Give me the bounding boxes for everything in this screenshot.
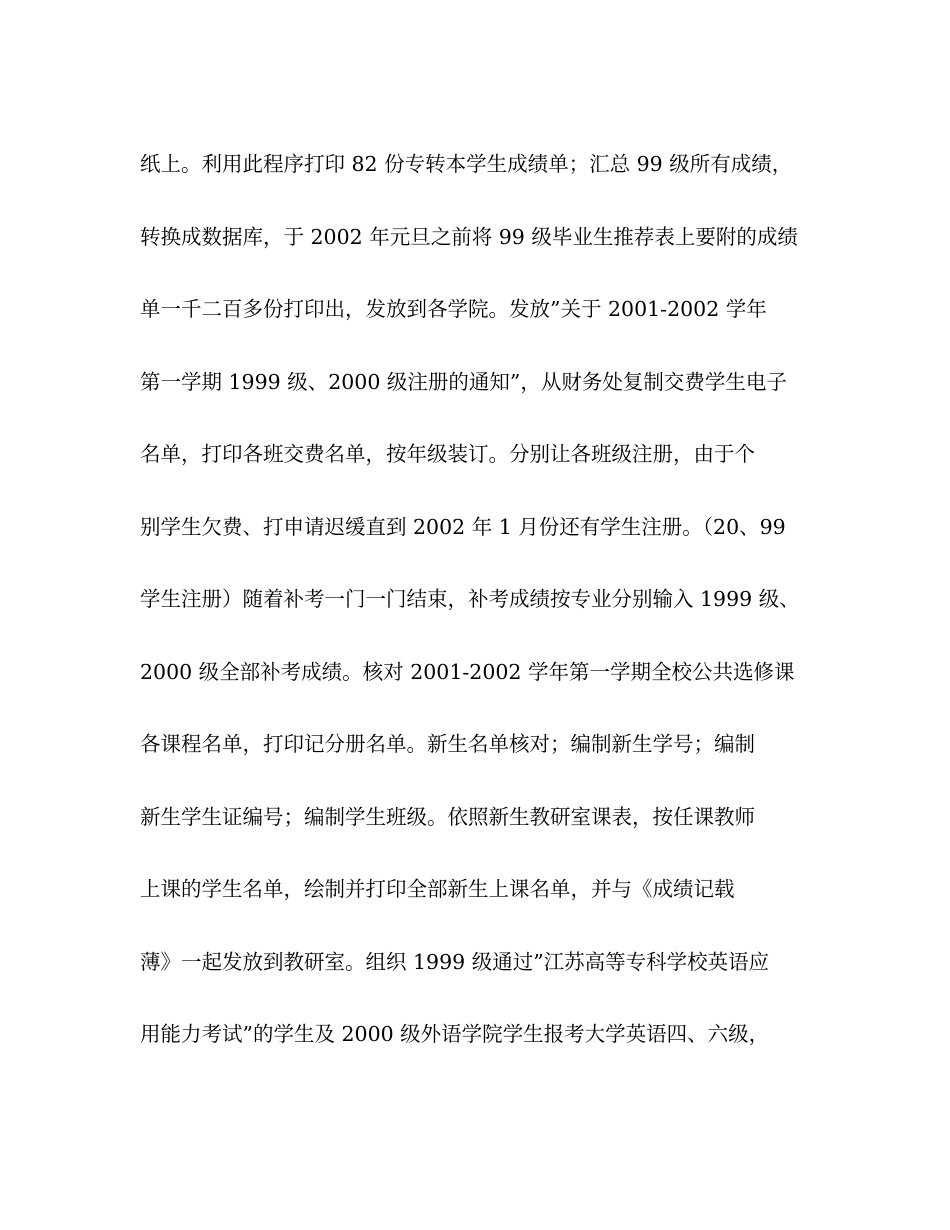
text-line-11: 上课的学生名单，绘制并打印全部新生上课名单，并与《成绩记载 bbox=[140, 877, 735, 901]
text-line-5: 名单，打印各班交费名单，按年级装订。分别让各班级注册，由于个 bbox=[140, 442, 755, 466]
text-line-3: 单一千二百多份打印出，发放到各学院。发放”关于 2001-2002 学年 bbox=[140, 297, 767, 321]
text-line-7: 学生注册）随着补考一门一门结束，补考成绩按专业分别输入 1999 级、 bbox=[140, 587, 800, 611]
text-line-12: 薄》一起发放到教研室。组织 1999 级通过”江苏高等专科学校英语应 bbox=[140, 949, 770, 974]
text-line-8: 2000 级全部补考成绩。核对 2001-2002 学年第一学期全校公共选修课 bbox=[140, 659, 795, 684]
text-line-1: 纸上。利用此程序打印 82 份专转本学生成绩单；汇总 99 级所有成绩， bbox=[140, 152, 793, 176]
text-line-6: 别学生欠费、打申请迟缓直到 2002 年 1 月份还有学生注册。（20、99 bbox=[140, 514, 786, 539]
text-line-10: 新生学生证编号；编制学生班级。依照新生教研室课表，按任课教师 bbox=[140, 804, 755, 829]
text-line-4: 第一学期 1999 级、2000 级注册的通知”，从财务处复制交费学生电子 bbox=[140, 369, 787, 394]
document-body-text bbox=[140, 140, 830, 1083]
text-line-9: 各课程名单，打印记分册名单。新生名单核对；编制新生学号；编制 bbox=[140, 732, 755, 756]
text-line-13: 用能力考试”的学生及 2000 级外语学院学生报考大学英语四、六级， bbox=[140, 1022, 770, 1046]
text-line-2: 转换成数据库，于 2002 年元旦之前将 99 级毕业生推荐表上要附的成绩 bbox=[140, 224, 798, 249]
